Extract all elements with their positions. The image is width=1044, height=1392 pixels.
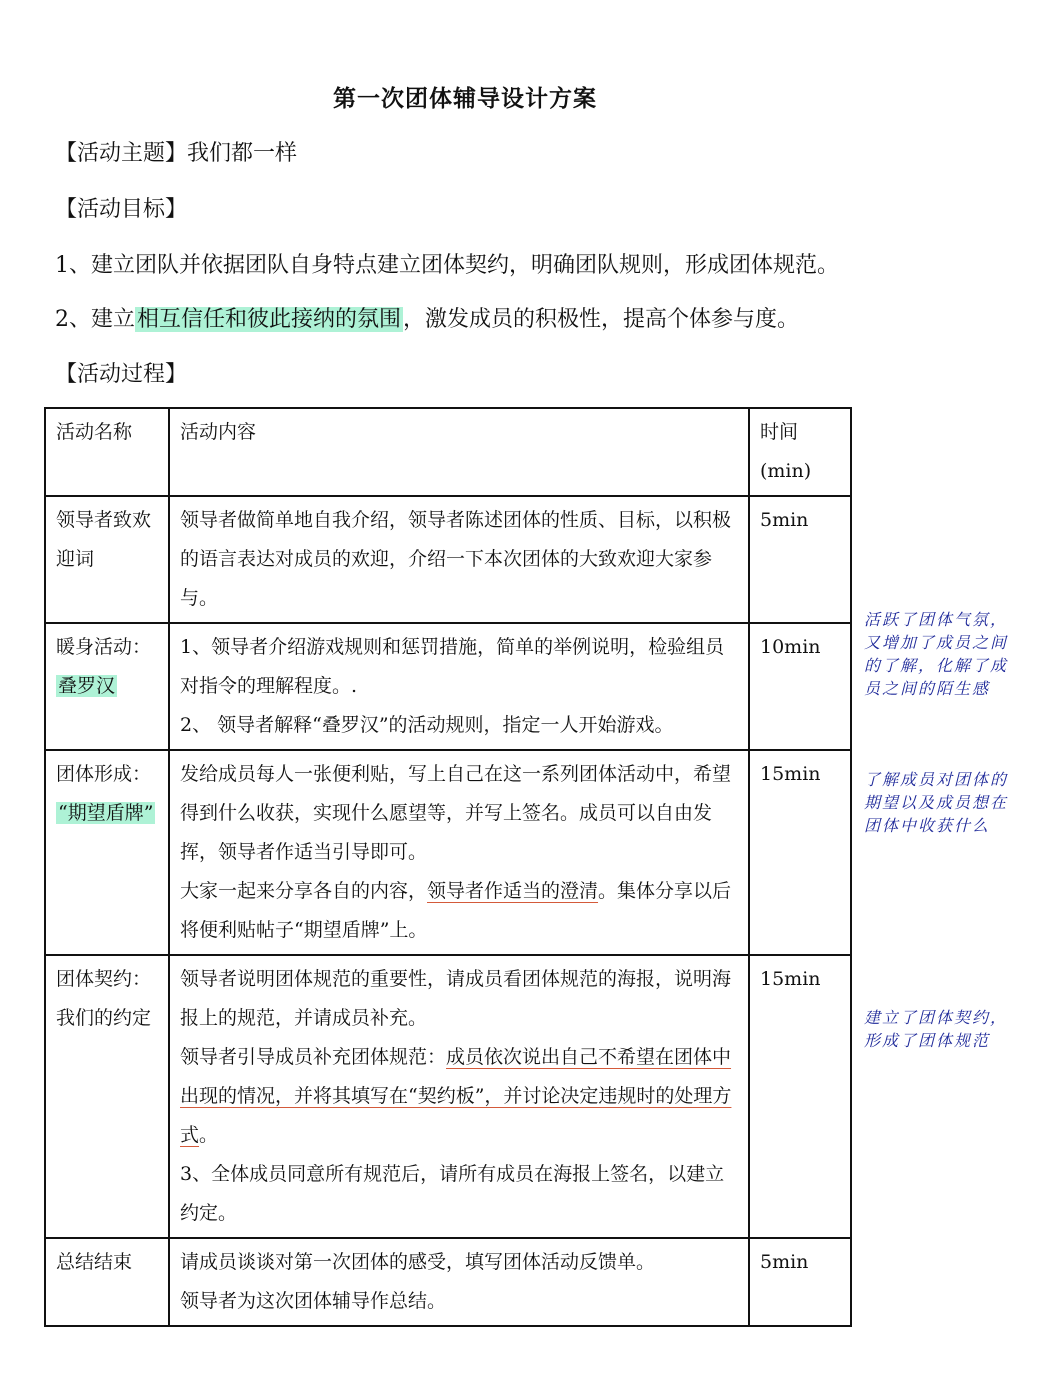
- row-content-line: 请成员谈谈对第一次团体的感受，填写团体活动反馈单。: [180, 1251, 656, 1273]
- row-content-line: 1、领导者介绍游戏规则和惩罚措施，简单的举例说明，检验组员对指令的理解程度。.: [180, 636, 725, 697]
- table-row: [45, 1238, 851, 1326]
- row-name: 总结结束: [45, 1238, 169, 1326]
- row-content: 领导者做简单地自我介绍，领导者陈述团体的性质、目标，以积极的语言表达对成员的欢迎，介绍一下本次团体的大致欢迎大家参与。: [169, 496, 749, 623]
- process-heading: 【活动过程】: [55, 362, 188, 387]
- row-time: 15min: [749, 750, 851, 955]
- table-row: [45, 623, 851, 750]
- table-header-row: [45, 408, 851, 496]
- activity-table: [44, 407, 852, 1327]
- goal-2: [55, 302, 799, 333]
- row-content: [169, 955, 749, 1238]
- row-name: 领导者致欢迎词: [45, 496, 169, 623]
- table-row: [45, 750, 851, 955]
- row-time: 10min: [749, 623, 851, 750]
- line-prefix: 大家一起来分享各自的内容，: [180, 880, 428, 902]
- line-underline: 成员依次说出自己不希望在团体中出现的情况，并将其填写在“契约板”，并讨论决定违规时的处理方式: [180, 1046, 732, 1146]
- row-content-line: 领导者为这次团体辅导作总结。: [180, 1290, 447, 1312]
- theme-label: 【活动主题】: [55, 141, 188, 166]
- table-row: [45, 955, 851, 1238]
- row-name-highlight: 叠罗汉: [58, 675, 116, 697]
- line-prefix: 领导者引导成员补充团体规范：: [180, 1046, 447, 1068]
- handwritten-note: 建立了团体契约，形成了团体规范: [864, 1008, 1009, 1050]
- line-suffix: 。集体分享以后将便利贴帖子“期望盾牌”上。: [180, 880, 732, 941]
- row-name: 团体契约：我们的约定: [45, 955, 169, 1238]
- goal-1: 1、建立团队并依据团队自身特点建立团体契约，明确团队规则，形成团体规范。: [55, 253, 839, 278]
- header-time: [749, 408, 851, 496]
- document-title: 第一次团体辅导设计方案: [333, 85, 597, 112]
- row-name-highlight: “期望盾牌”: [58, 802, 154, 824]
- row-content: [169, 1238, 749, 1326]
- goal-2-prefix: 2、建立: [55, 307, 135, 332]
- row-content: [169, 750, 749, 955]
- goals-heading: 【活动目标】: [55, 197, 188, 222]
- row-content: [169, 623, 749, 750]
- row-time: 5min: [749, 1238, 851, 1326]
- row-time: 5min: [749, 496, 851, 623]
- row-content-line: 领导者说明团体规范的重要性，请成员看团体规范的海报，说明海报上的规范，并请成员补充。: [180, 968, 732, 1029]
- row-time: 15min: [749, 955, 851, 1238]
- handwritten-note: 活跃了团体气氛，又增加了成员之间的了解，化解了成员之间的陌生感: [864, 610, 1009, 698]
- header-time-label: 时间: [760, 421, 799, 443]
- row-content-line: 2、 领导者解释“叠罗汉”的活动规则，指定一人开始游戏。: [180, 714, 674, 736]
- theme-line: [55, 136, 297, 167]
- goal-2-highlight: 相互信任和彼此接纳的氛围: [137, 307, 402, 332]
- row-name: [45, 750, 169, 955]
- header-name: 活动名称: [45, 408, 169, 496]
- row-content-line: 发给成员每人一张便利贴，写上自己在这一系列团体活动中，希望得到什么收获，实现什么愿望等，并写上签名。成员可以自由发挥，领导者作适当引导即可。: [180, 763, 732, 863]
- header-time-unit: (min): [760, 460, 812, 482]
- row-content-line: 3、全体成员同意所有规范后，请所有成员在海报上签名，以建立约定。: [180, 1163, 725, 1224]
- line-suffix: 。: [199, 1124, 219, 1146]
- header-content: 活动内容: [169, 408, 749, 496]
- row-name-prefix: 团体形成：: [56, 763, 152, 785]
- row-content-line: [180, 1038, 738, 1155]
- handwritten-note: 了解成员对团体的期望以及成员想在团体中收获什么: [864, 770, 1009, 835]
- line-underline: 领导者作适当的澄清: [427, 880, 599, 902]
- row-name-prefix: 暖身活动：: [56, 636, 152, 658]
- row-content-line: [180, 872, 738, 950]
- row-name: [45, 623, 169, 750]
- table-row: [45, 496, 851, 623]
- goal-2-suffix: ，激发成员的积极性，提高个体参与度。: [403, 307, 800, 332]
- theme-value: 我们都一样: [187, 141, 298, 166]
